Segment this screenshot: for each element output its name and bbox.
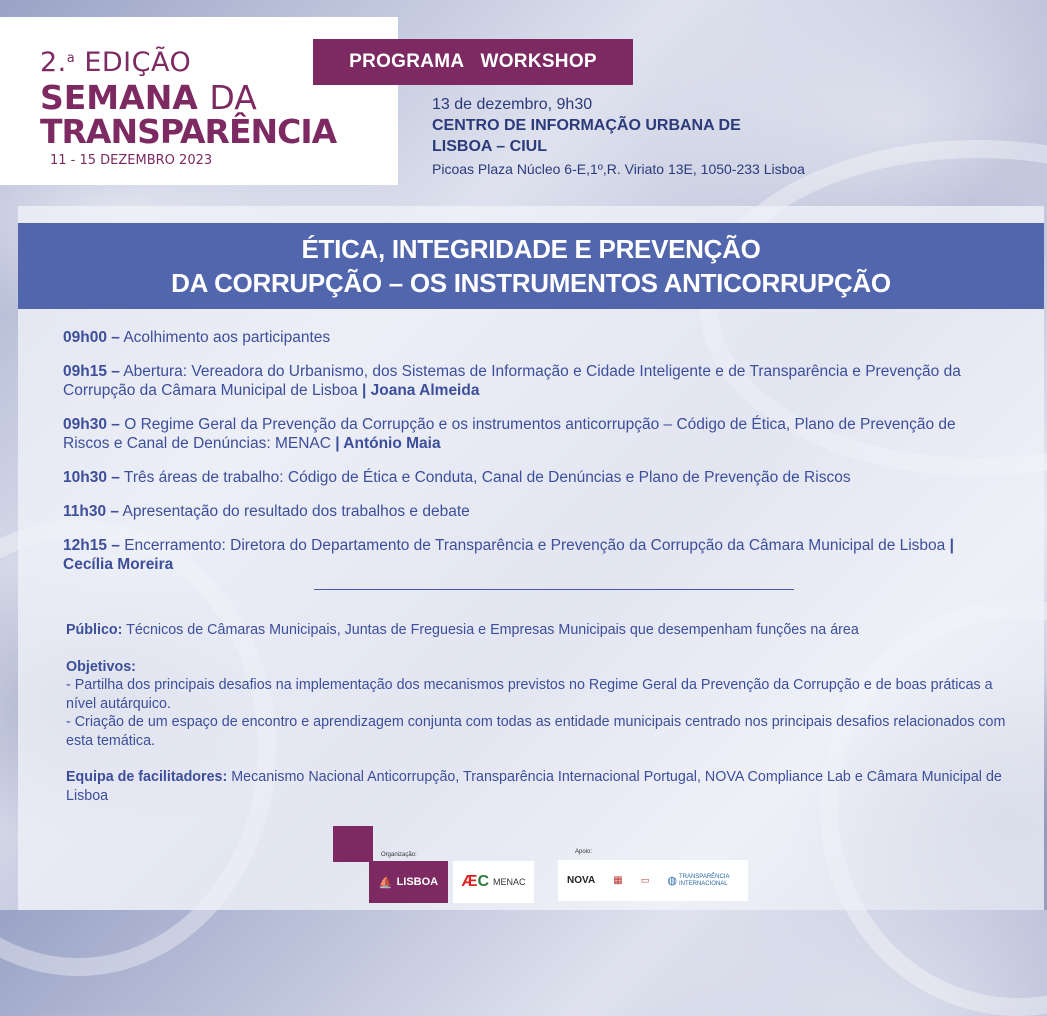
nova-logo: NOVA [567,875,596,886]
menac-logo: Æ C MENAC [453,861,534,903]
workshop-title-line2: DA CORRUPÇÃO – OS INSTRUMENTOS ANTICORRUPÇÃO [171,268,891,298]
event-title-line1: SEMANA DA [40,78,257,117]
workshop-title [18,223,1044,309]
equipa-section: Equipa de facilitadores: Mecanismo Nacional Anticorrupção, Transparência Internacional Portugal, NOVA Compliance Lab e Câmara Municipal de Lisboa [66,769,1002,804]
transparencia-logo: ◍ TRANSPARÊNCIA INTERNACIONAL [667,873,730,887]
agenda-item: 09h15 – Abertura: Vereadora do Urbanismo, dos Sistemas de Informação e Cidade Inteligente e de Transparência e Prevenção da Corrupção da Câmara Municipal de Lisboa | Joana Almeida [63,363,961,399]
brand-shape [333,826,373,862]
agenda-list [63,328,1003,589]
ship-icon: ⛵ [378,876,393,889]
organizacao-label: Organização: [381,852,417,858]
objetivos-section: Objetivos: - Partilha dos principais desafios na implementação dos mecanismos previstos no Regime Geral da Prevenção da Corrupção e de boas práticas a nível autárquico. - Criação de um espaço de encontro e aprendizagem conjunta com todas as entidade municipais centrado nos principais desafios relacionados com esta temática. [66,658,1011,751]
objetivo-item: - Partilha dos principais desafios na implementação dos mecanismos previstos no Regime Geral da Prevenção da Corrupção e de boas práticas a nível autárquico. [66,677,993,712]
event-title-line2: TRANSPARÊNCIA [40,112,337,151]
publico-section: Público: Técnicos de Câmaras Municipais, Juntas de Freguesia e Empresas Municipais que desempenham funções na área [66,622,859,638]
objetivo-item: - Criação de um espaço de encontro e aprendizagem conjunta com todas as entidade municipais centrado nos principais desafios relacionados com esta temática. [66,714,1006,749]
event-date: 13 de dezembro, 9h30 [432,96,593,113]
agenda-item: 09h00 – Acolhimento aos participantes [63,329,331,346]
agenda-item: 09h30 – O Regime Geral da Prevenção da Corrupção e os instrumentos anticorrupção – Código de Ética, Plano de Prevenção de Riscos e Canal de Denúncias: MENAC | António Maia [63,416,956,452]
program-panel [18,206,1044,910]
edition-label: 2.$^a$ EDIÇÃO [40,47,192,78]
section-divider [314,589,794,590]
menac-mark-icon: C [477,873,490,890]
agenda-item: 10h30 – Três áreas de trabalho: Código de Ética e Conduta, Canal de Denúncias e Plano de Prevenção de Riscos [63,469,851,486]
agenda-item: 11h30 – Apresentação do resultado dos trabalhos e debate [63,503,470,520]
program-badge: PROGRAMA WORKSHOP [313,39,633,85]
partner-logo-icon: ▭ [640,875,650,886]
apoio-label: Apoio: [575,849,593,855]
grid-logo-icon: ▦ [613,875,623,886]
event-info [432,95,805,180]
globe-icon: ◍ [667,874,677,887]
agenda-item: 12h15 – Encerramento: Diretora do Departamento de Transparência e Prevenção da Corrupção da Câmara Municipal de Lisboa | Cecília Moreira [63,537,954,573]
menac-mark-icon: Æ [461,873,478,890]
workshop-info [66,621,1011,823]
event-dates: 11 - 15 DEZEMBRO 2023 [50,153,213,168]
workshop-title-line1: ÉTICA, INTEGRIDADE E PREVENÇÃO [301,234,761,264]
apoio-logos [558,860,748,901]
event-address: Picoas Plaza Núcleo 6-E,1º,R. Viriato 13E, 1050-233 Lisboa [432,161,805,177]
event-venue: CENTRO DE INFORMAÇÃO URBANA DE LISBOA – CIUL [432,117,741,155]
lisboa-logo: ⛵ LISBOA [369,861,448,903]
